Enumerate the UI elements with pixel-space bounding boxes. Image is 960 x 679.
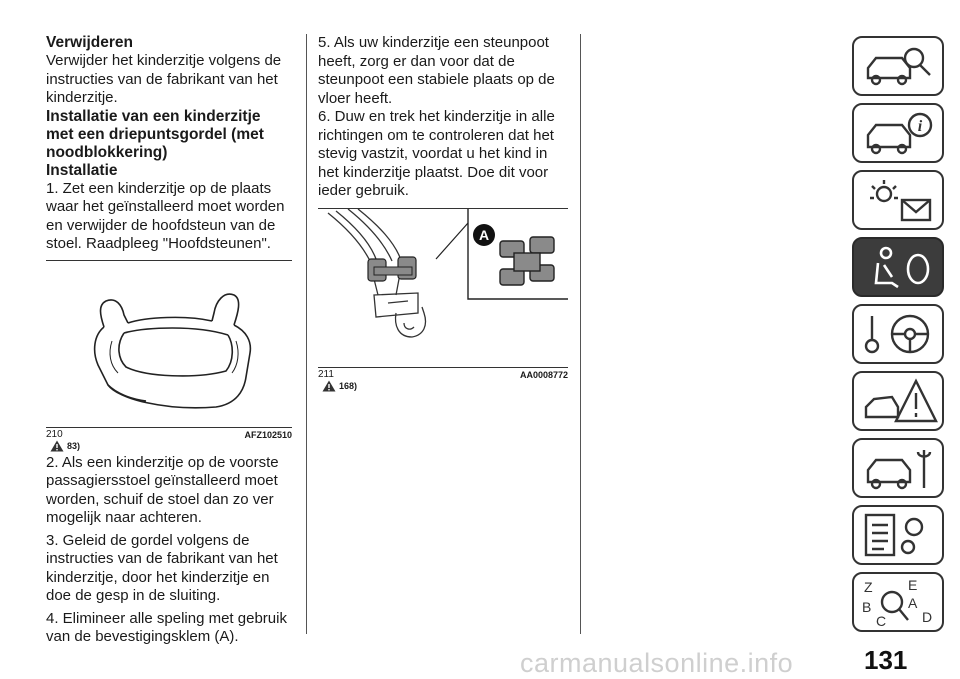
- svg-text:A: A: [908, 595, 918, 611]
- warning-triangle-icon: [50, 440, 64, 452]
- tab-maintenance[interactable]: [852, 438, 944, 498]
- figure-211-code: AA0008772: [519, 369, 568, 380]
- svg-text:E: E: [908, 578, 918, 593]
- figure-211: [318, 209, 568, 367]
- step-1: 1. Zet een kinderzitje op de plaats waar het geïnstalleerd moet worden en verwijder de hoofdsteun van de stoel. Raadpleeg "Hoofdsteunen".: [46, 179, 285, 252]
- tab-specifications[interactable]: [852, 505, 944, 565]
- tab-emergency[interactable]: [852, 371, 944, 431]
- middle-column: [318, 34, 568, 394]
- page-number: 131: [864, 645, 908, 675]
- figure-211-number: 211: [318, 368, 334, 380]
- figure-210: [46, 261, 292, 427]
- step-5: 5. Als uw kinderzitje een steunpoot heeft, zorg er dan voor dat de steunpoot een stabiele plaats op de vloer heeft.: [318, 34, 555, 107]
- specifications-gear-icon: [862, 511, 938, 561]
- figure-211-warning[interactable]: [322, 380, 568, 392]
- tab-warning-lights[interactable]: [852, 170, 944, 230]
- figure-210-number: 210: [46, 428, 63, 440]
- tab-car-info[interactable]: [852, 103, 944, 163]
- column-divider-2: [580, 34, 581, 634]
- warning-ref-83: 83): [67, 440, 81, 451]
- figure-210-warning[interactable]: [50, 440, 292, 452]
- watermark: carmanualsonline.info: [520, 648, 794, 678]
- svg-text:i: i: [917, 118, 923, 135]
- tab-starting-driving[interactable]: [852, 304, 944, 364]
- step-3: 3. Geleid de gordel volgens de instructies van de fabrikant van het kinderzitje, door het kinderzitje en doe de gesp in de sluiting.: [46, 531, 278, 604]
- car-breakdown-warning-icon: [862, 377, 938, 427]
- tab-car-search[interactable]: [852, 36, 944, 96]
- figure-210-caption: [46, 427, 292, 440]
- svg-text:B: B: [862, 599, 872, 615]
- column-divider-1: [306, 34, 307, 634]
- heading-install: Installatie: [46, 161, 118, 179]
- step-4: 4. Elimineer alle speling met gebruik van de bevestigingsklem (A).: [46, 609, 287, 645]
- figure-211-caption: [318, 367, 568, 380]
- step-2: 2. Als een kinderzitje op de voorste passagiersstoel geïnstalleerd moet worden, schuif de stoel dan zo ver mogelijk naar achteren.: [46, 453, 279, 526]
- tab-index[interactable]: [852, 572, 944, 632]
- warning-ref-168: 168): [339, 380, 358, 391]
- step-6: 6. Duw en trek het kinderzitje in alle richtingen om te controleren dat het stevig vastzit, voordat u het kind in het kinderzitje plaatst. Doe dit voor ieder gebruik.: [318, 108, 555, 199]
- warning-lights-message-icon: [862, 176, 938, 226]
- callout-a-label: A: [478, 226, 490, 243]
- heading-remove: Verwijderen: [46, 34, 134, 51]
- booster-seat-illustration: [46, 261, 292, 427]
- left-column: [46, 34, 292, 647]
- warning-triangle-icon: [322, 380, 336, 392]
- car-service-wrench-icon: [862, 444, 938, 494]
- heading-install-seat: Installatie van een kinderzitje met een driepuntsgordel (met noodblokkering): [46, 107, 264, 161]
- tab-safety[interactable]: [852, 237, 944, 297]
- car-search-icon: [862, 42, 938, 92]
- alphabetical-index-icon: [862, 578, 938, 628]
- key-steering-wheel-icon: [862, 310, 938, 360]
- car-info-icon: [862, 109, 938, 159]
- belt-clip-illustration: [318, 209, 568, 367]
- svg-text:D: D: [922, 609, 933, 625]
- figure-210-code: AFZ102510: [244, 429, 292, 440]
- paragraph-remove: Verwijder het kinderzitje volgens de instructies van de fabrikant van het kinderzitje.: [46, 52, 282, 106]
- seat-airbag-icon: [862, 243, 938, 293]
- svg-text:C: C: [876, 613, 887, 628]
- svg-text:Z: Z: [864, 579, 873, 595]
